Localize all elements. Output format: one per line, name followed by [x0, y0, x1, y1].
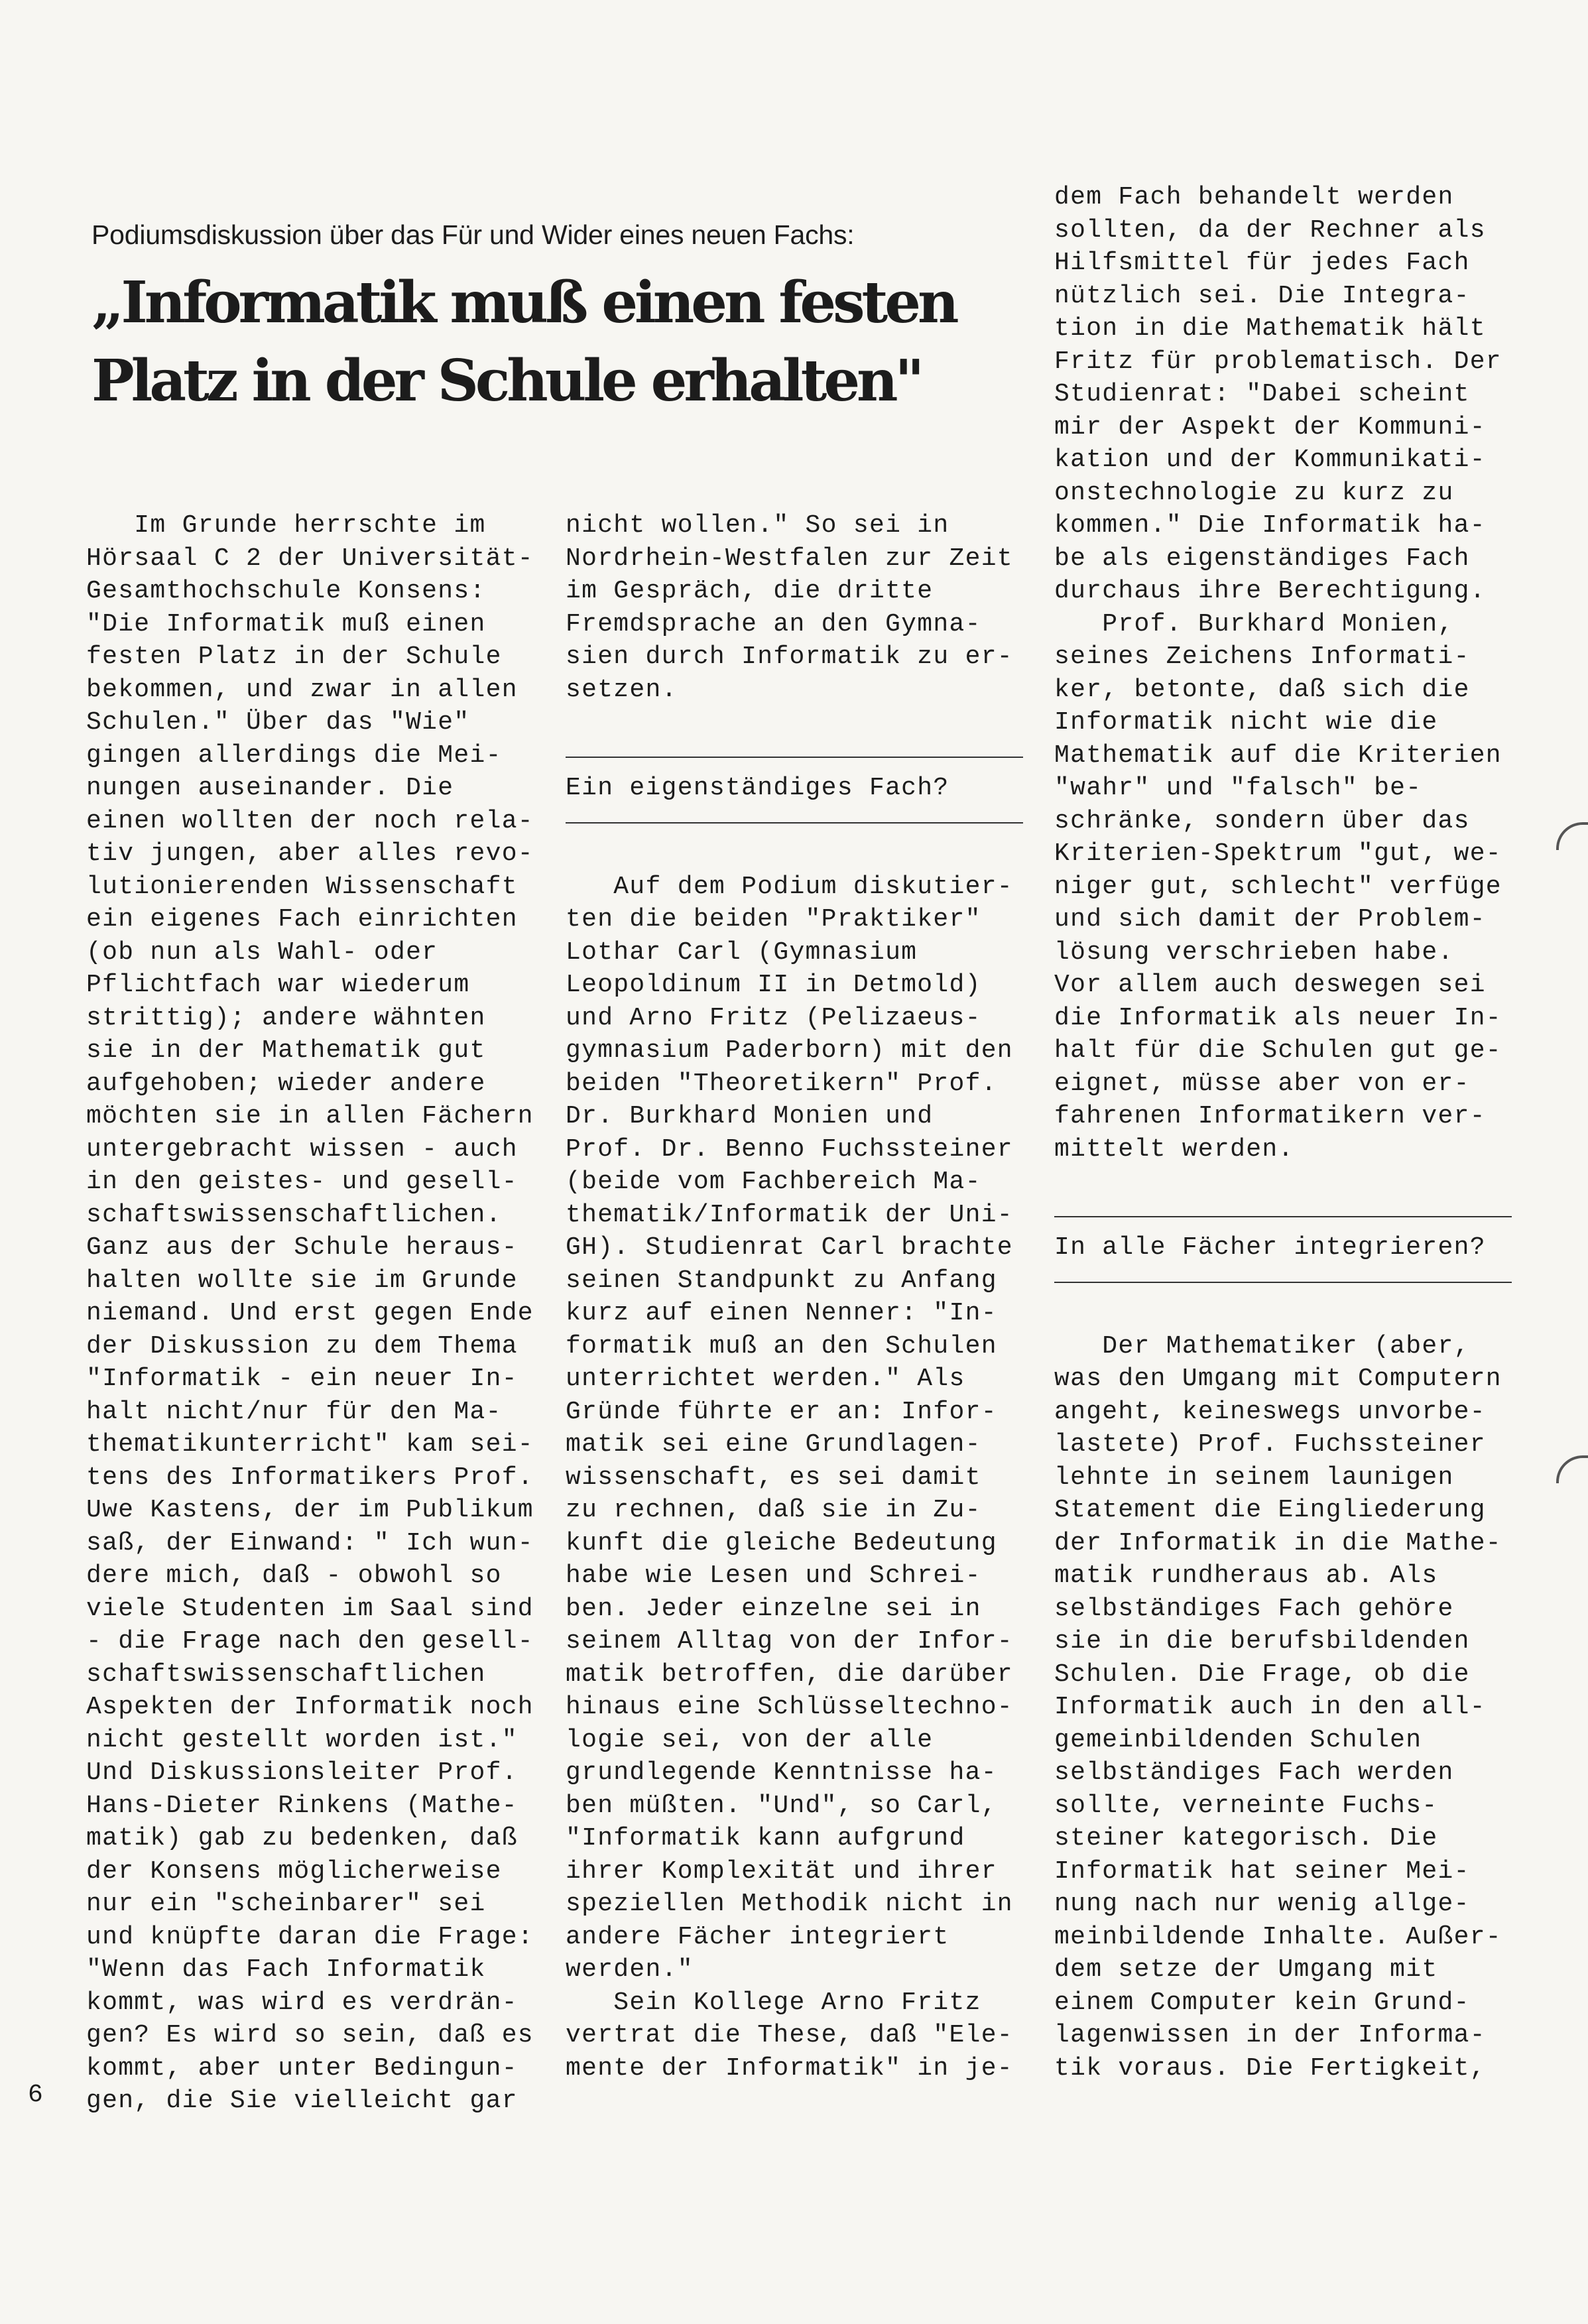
text-line: sie in der Mathematik gut: [86, 1036, 486, 1065]
text-line: in den geistes- und gesell-: [86, 1168, 518, 1196]
text-line: matik rundheraus ab. Als: [1054, 1561, 1438, 1590]
text-line: kunft die gleiche Bedeutung: [566, 1528, 997, 1558]
text-line: lutionierenden Wissenschaft: [86, 872, 518, 901]
text-line: angeht, keineswegs unvorbe-: [1054, 1397, 1486, 1426]
text-line: nur ein "scheinbarer" sei: [86, 1890, 486, 1918]
text-line: werden.": [566, 1955, 694, 1984]
spacer: [1054, 1297, 1518, 1330]
text-line: nung nach nur wenig allge-: [1054, 1890, 1470, 1918]
text-line: "wahr" und "falsch" be-: [1054, 774, 1422, 802]
text-line: im Gespräch, die dritte: [566, 577, 934, 605]
text-line: fahrenen Informatikern ver-: [1054, 1102, 1486, 1131]
text-line: beiden "Theoretikern" Prof.: [566, 1069, 997, 1098]
text-line: Nordrhein-Westfalen zur Zeit: [566, 544, 1013, 573]
text-line: formatik muß an den Schulen: [566, 1331, 997, 1361]
text-line: Gründe führte er an: Infor-: [566, 1397, 997, 1426]
text-line: mir der Aspekt der Kommuni-: [1054, 412, 1486, 442]
text-line: Der Mathematiker (aber,: [1054, 1331, 1470, 1361]
text-line: kation und der Kommunikati-: [1054, 446, 1486, 474]
text-line: der Konsens möglicherweise: [86, 1857, 502, 1886]
text-line: kommt, was wird es verdrän-: [86, 1988, 518, 2017]
text-line: sollte, verneinte Fuchs-: [1054, 1791, 1438, 1820]
text-line: eignet, müsse aber von er-: [1054, 1069, 1470, 1098]
text-line: Statement die Eingliederung: [1054, 1496, 1486, 1524]
text-line: andere Fächer integriert: [566, 1922, 949, 1951]
text-line: ein eigenes Fach einrichten: [86, 905, 518, 934]
text-line: Ganz aus der Schule heraus-: [86, 1233, 518, 1262]
text-line: dere mich, daß - obwohl so: [86, 1561, 502, 1590]
text-line: schränke, sondern über das: [1054, 806, 1470, 835]
text-line: lagenwissen in der Informa-: [1054, 2021, 1486, 2049]
section-divider: [1054, 1264, 1518, 1298]
text-line: tion in die Mathematik hält: [1054, 314, 1486, 343]
text-line: lastete) Prof. Fuchssteiner: [1054, 1430, 1486, 1459]
text-line: kurz auf einen Nenner: "In-: [566, 1299, 997, 1327]
text-line: dem Fach behandelt werden: [1054, 183, 1454, 212]
text-line: Aspekten der Informatik noch: [86, 1693, 534, 1721]
text-line: seinem Alltag von der Infor-: [566, 1627, 1013, 1656]
binder-hole-mark: [1556, 822, 1588, 850]
text-line: hinaus eine Schlüsseltechno-: [566, 1693, 1013, 1721]
headline-line-1: „Informatik muß einen festen: [92, 269, 956, 336]
text-line: matik sei eine Grundlagen-: [566, 1430, 981, 1459]
section-divider: [566, 805, 1030, 838]
text-line: Prof. Dr. Benno Fuchssteiner: [566, 1134, 1013, 1164]
text-line: saß, der Einwand: " Ich wun-: [86, 1528, 534, 1558]
text-line: möchten sie in allen Fächern: [86, 1102, 534, 1131]
text-line: zu rechnen, daß sie in Zu-: [566, 1496, 981, 1524]
text-line: Sein Kollege Arno Fritz: [566, 1988, 981, 2017]
text-line: festen Platz in der Schule: [86, 642, 502, 671]
text-line: onstechnologie zu kurz zu: [1054, 478, 1454, 507]
page-number: 6: [28, 2081, 43, 2109]
text-line: Uwe Kastens, der im Publikum: [86, 1496, 534, 1524]
text-line: - die Frage nach den gesell-: [86, 1627, 534, 1656]
text-line: und Arno Fritz (Pelizaeus-: [566, 1003, 981, 1032]
text-line: "Informatik kann aufgrund: [566, 1824, 965, 1853]
text-line: niger gut, schlecht" verfüge: [1054, 872, 1502, 901]
text-line: der Diskussion zu dem Thema: [86, 1331, 518, 1361]
text-line: habe wie Lesen und Schrei-: [566, 1561, 981, 1590]
text-line: gingen allerdings die Mei-: [86, 741, 502, 770]
text-line: matik betroffen, die darüber: [566, 1660, 1013, 1689]
text-line: sie in die berufsbildenden: [1054, 1627, 1470, 1656]
text-line: ten die beiden "Praktiker": [566, 905, 981, 934]
text-line: halten wollte sie im Grunde: [86, 1266, 518, 1295]
text-line: viele Studenten im Saal sind: [86, 1594, 534, 1623]
text-line: speziellen Methodik nicht in: [566, 1890, 1013, 1918]
column-1: [86, 509, 537, 2118]
text-line: Prof. Burkhard Monien,: [1054, 609, 1454, 639]
article-headline: [92, 264, 1020, 420]
text-line: Lothar Carl (Gymnasium: [566, 938, 918, 967]
text-line: thematik/Informatik der Uni-: [566, 1200, 1013, 1229]
text-line: logie sei, von der alle: [566, 1725, 934, 1754]
text-line: steiner kategorisch. Die: [1054, 1824, 1438, 1853]
text-line: ihrer Komplexität und ihrer: [566, 1857, 997, 1886]
text-line: kommen." Die Informatik ha-: [1054, 511, 1486, 540]
text-line: ben müßten. "Und", so Carl,: [566, 1791, 997, 1820]
text-line: grundlegende Kenntnisse ha-: [566, 1758, 997, 1787]
text-line: Studienrat: "Dabei scheint: [1054, 380, 1470, 408]
text-line: und knüpfte daran die Frage:: [86, 1922, 534, 1951]
text-line: Schulen." Über das "Wie": [86, 708, 470, 737]
text-line: einen wollten der noch rela-: [86, 806, 534, 835]
text-line: vertrat die These, daß "Ele-: [566, 2021, 1013, 2049]
text-line: sien durch Informatik zu er-: [566, 642, 1013, 671]
text-line: lösung verschrieben habe.: [1054, 938, 1454, 967]
section-subheading: Ein eigenständiges Fach?: [566, 774, 949, 802]
text-line: Vor allem auch deswegen sei: [1054, 971, 1486, 999]
text-line: Leopoldinum II in Detmold): [566, 971, 981, 999]
text-line: gen? Es wird so sein, daß es: [86, 2021, 534, 2049]
column-3: [1054, 181, 1518, 2085]
text-line: Gesamthochschule Konsens:: [86, 577, 486, 605]
text-line: gemeinbildenden Schulen: [1054, 1725, 1422, 1754]
section-subheading: In alle Fächer integrieren?: [1054, 1233, 1486, 1262]
article-kicker: Podiumsdiskussion über das Für und Wider eines neuen Fachs:: [92, 219, 855, 250]
column-2: [566, 509, 1030, 2085]
text-line: Und Diskussionsleiter Prof.: [86, 1758, 518, 1787]
text-line: niemand. Und erst gegen Ende: [86, 1299, 534, 1327]
text-line: und sich damit der Problem-: [1054, 905, 1486, 934]
text-line: Mathematik auf die Kriterien: [1054, 741, 1502, 770]
text-line: nungen auseinander. Die: [86, 774, 454, 802]
text-line: aufgehoben; wieder andere: [86, 1069, 486, 1098]
text-line: Informatik auch in den all-: [1054, 1693, 1486, 1721]
text-line: dem setze der Umgang mit: [1054, 1955, 1438, 1984]
section-divider: [566, 739, 1030, 772]
text-line: schaftswissenschaftlichen: [86, 1660, 486, 1689]
text-line: was den Umgang mit Computern: [1054, 1365, 1502, 1393]
text-line: Hans-Dieter Rinkens (Mathe-: [86, 1791, 518, 1820]
text-line: setzen.: [566, 675, 678, 704]
text-line: tens des Informatikers Prof.: [86, 1463, 534, 1492]
text-line: untergebracht wissen - auch: [86, 1134, 518, 1164]
text-line: einem Computer kein Grund-: [1054, 1988, 1470, 2017]
text-line: strittig); andere wähnten: [86, 1003, 486, 1032]
text-line: halt für die Schulen gut ge-: [1054, 1036, 1502, 1065]
text-line: bekommen, und zwar in allen: [86, 675, 518, 704]
text-line: matik) gab zu bedenken, daß: [86, 1824, 518, 1853]
text-line: mittelt werden.: [1054, 1134, 1294, 1164]
text-line: (ob nun als Wahl- oder: [86, 938, 438, 967]
spacer: [566, 706, 1030, 739]
text-line: Dr. Burkhard Monien und: [566, 1102, 934, 1131]
text-line: tik voraus. Die Fertigkeit,: [1054, 2053, 1486, 2083]
text-line: ben. Jeder einzelne sei in: [566, 1594, 981, 1623]
text-line: thematikunterricht" kam sei-: [86, 1430, 534, 1459]
text-line: nicht gestellt worden ist.": [86, 1725, 518, 1754]
text-line: Pflichtfach war wiederum: [86, 971, 470, 999]
text-line: Hörsaal C 2 der Universität-: [86, 544, 534, 573]
text-line: be als eigenständiges Fach: [1054, 544, 1470, 573]
text-line: Kriterien-Spektrum "gut, we-: [1054, 839, 1502, 868]
binder-hole-mark: [1556, 1455, 1588, 1483]
text-line: durchaus ihre Berechtigung.: [1054, 577, 1486, 605]
text-line: die Informatik als neuer In-: [1054, 1003, 1502, 1032]
text-line: (beide vom Fachbereich Ma-: [566, 1168, 981, 1196]
text-line: Auf dem Podium diskutier-: [566, 872, 1013, 901]
text-line: seinen Standpunkt zu Anfang: [566, 1266, 997, 1295]
section-divider: [1054, 1199, 1518, 1232]
spacer: [1054, 1166, 1518, 1199]
text-line: Fritz für problematisch. Der: [1054, 347, 1502, 376]
text-line: gen, die Sie vielleicht gar: [86, 2087, 518, 2115]
text-line: Schulen. Die Frage, ob die: [1054, 1660, 1470, 1689]
text-line: gymnasium Paderborn) mit den: [566, 1036, 1013, 1065]
text-line: der Informatik in die Mathe-: [1054, 1528, 1502, 1558]
text-line: nicht wollen." So sei in: [566, 511, 949, 540]
text-line: kommt, aber unter Bedingun-: [86, 2053, 518, 2083]
text-line: "Die Informatik muß einen: [86, 609, 486, 639]
text-line: Im Grunde herrschte im: [86, 511, 486, 540]
text-line: lehnte in seinem launigen: [1054, 1463, 1454, 1492]
text-line: schaftswissenschaftlichen.: [86, 1200, 502, 1229]
text-line: meinbildende Inhalte. Außer-: [1054, 1922, 1502, 1951]
text-line: Fremdsprache an den Gymna-: [566, 609, 981, 639]
text-line: seines Zeichens Informati-: [1054, 642, 1470, 671]
text-line: sollten, da der Rechner als: [1054, 215, 1486, 245]
headline-line-2: Platz in der Schule erhalten": [92, 347, 922, 414]
text-line: "Informatik - ein neuer In-: [86, 1365, 518, 1393]
text-line: wissenschaft, es sei damit: [566, 1463, 981, 1492]
text-line: selbständiges Fach werden: [1054, 1758, 1454, 1787]
text-line: halt nicht/nur für den Ma-: [86, 1397, 502, 1426]
text-line: selbständiges Fach gehöre: [1054, 1594, 1454, 1623]
text-line: mente der Informatik" in je-: [566, 2053, 1013, 2083]
text-line: Informatik nicht wie die: [1054, 708, 1438, 737]
spacer: [566, 837, 1030, 871]
text-line: Hilfsmittel für jedes Fach: [1054, 249, 1470, 277]
text-line: Informatik hat seiner Mei-: [1054, 1857, 1470, 1886]
text-line: tiv jungen, aber alles revo-: [86, 839, 534, 868]
text-line: nützlich sei. Die Integra-: [1054, 281, 1470, 310]
text-line: unterrichtet werden." Als: [566, 1365, 965, 1393]
text-line: GH). Studienrat Carl brachte: [566, 1233, 1013, 1262]
text-line: ker, betonte, daß sich die: [1054, 675, 1470, 704]
text-line: "Wenn das Fach Informatik: [86, 1955, 486, 1984]
